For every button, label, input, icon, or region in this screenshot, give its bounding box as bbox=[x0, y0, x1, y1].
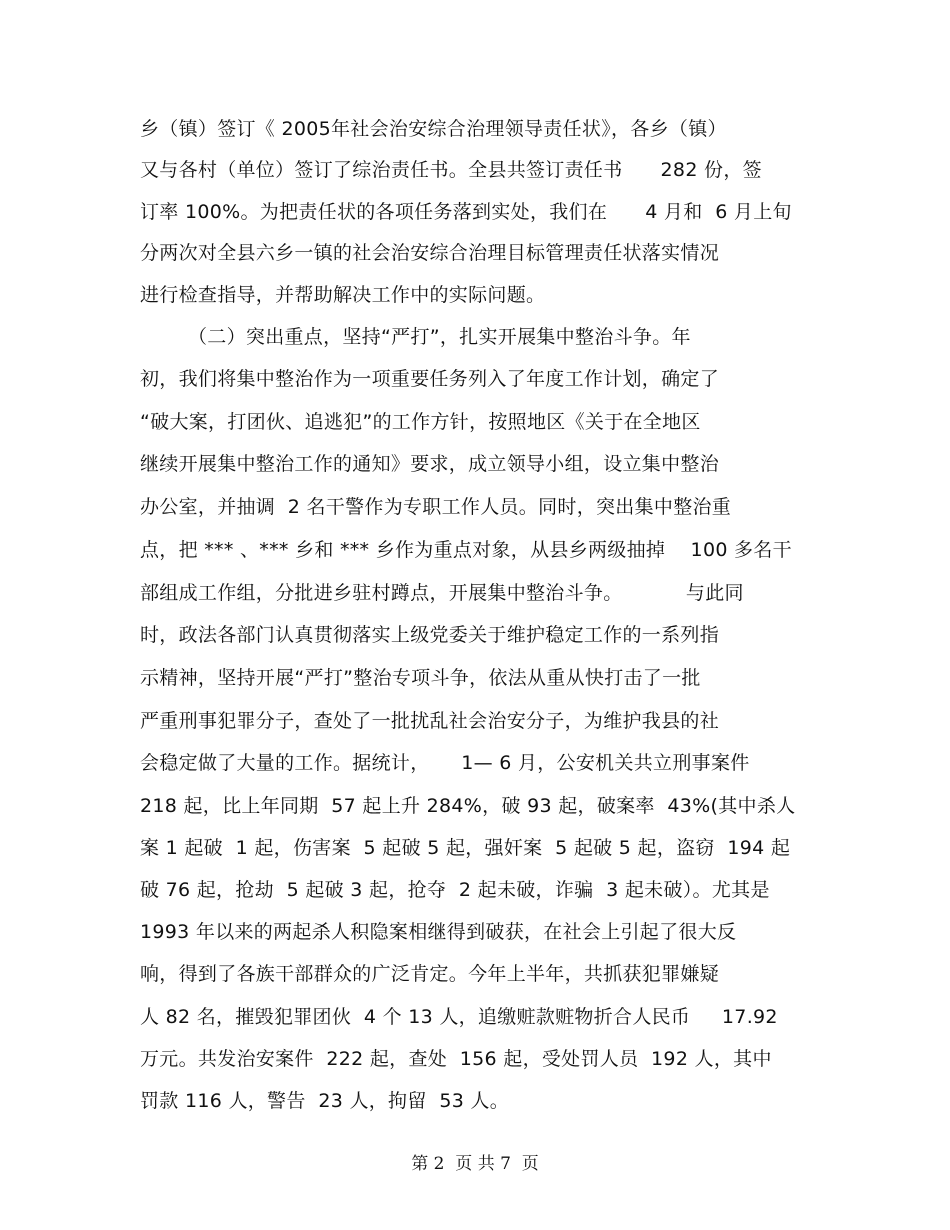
body-line: 罚款 116 人，警告 23 人，拘留 53 人。 bbox=[140, 1090, 510, 1112]
body-line: 办公室，并抽调 2 名干警作为专职工作人员。同时，突出集中整治重 bbox=[140, 496, 732, 518]
body-line: 分两次对全县六乡一镇的社会治安综合治理目标管理责任状落实情况 bbox=[140, 242, 720, 264]
body-line: 部组成工作组，分批进乡驻村蹲点，开展集中整治斗争。 与此同 bbox=[140, 582, 744, 604]
body-line: 218 起，比上年同期 57 起上升 284%，破 93 起，破案率 43%(其中杀人 bbox=[140, 795, 796, 817]
body-line: 人 82 名，摧毁犯罪团伙 4 个 13 人，追缴赃款赃物折合人民币 17.92 bbox=[140, 1006, 778, 1028]
body-line: 破 76 起，抢劫 5 起破 3 起，抢夺 2 起未破，诈骗 3 起未破）。尤其是 bbox=[140, 879, 770, 901]
body-line: 进行检查指导，并帮助解决工作中的实际问题。 bbox=[140, 284, 546, 306]
body-line: 示精神，坚持开展“严打”整治专项斗争，依法从重从快打击了一批 bbox=[140, 667, 701, 689]
body-line: 万元。共发治安案件 222 起，查处 156 起，受处罚人员 192 人，其中 bbox=[140, 1048, 772, 1070]
body-line: 响，得到了各族干部群众的广泛肯定。今年上半年，共抓获犯罪嫌疑 bbox=[140, 963, 720, 985]
body-line: 继续开展集中整治工作的通知》要求，成立领导小组，设立集中整治 bbox=[140, 453, 720, 475]
body-line: 初，我们将集中整治作为一项重要任务列入了年度工作计划，确定了 bbox=[140, 368, 720, 390]
body-line: 1993 年以来的两起杀人积隐案相继得到破获，在社会上引起了很大反 bbox=[140, 921, 737, 943]
body-line: 订率 100%。为把责任状的各项任务落到实处，我们在 4 月和 6 月上旬 bbox=[140, 201, 792, 223]
body-line: 会稳定做了大量的工作。据统计， 1— 6 月，公安机关共立刑事案件 bbox=[140, 752, 750, 774]
body-line: 案 1 起破 1 起，伤害案 5 起破 5 起，强奸案 5 起破 5 起，盗窃 194 起 bbox=[140, 837, 791, 859]
body-line: 又与各村（单位）签订了综治责任书。全县共签订责任书 282 份，签 bbox=[140, 159, 762, 181]
body-line: 乡（镇）签订《 2005年社会治安综合治理领导责任状》，各乡（镇） bbox=[140, 118, 727, 140]
body-line: 严重刑事犯罪分子，查处了一批扰乱社会治安分子，为维护我县的社 bbox=[140, 710, 720, 732]
page-number-footer: 第 2 页 共 7 页 bbox=[411, 1154, 539, 1174]
body-line: 时，政法各部门认真贯彻落实上级党委关于维护稳定工作的一系列指 bbox=[140, 624, 720, 646]
section-heading-line: （二）突出重点，坚持“严打”，扎实开展集中整治斗争。年 bbox=[188, 326, 691, 348]
body-line: “破大案，打团伙、追逃犯”的工作方针，按照地区《关于在全地区 bbox=[140, 411, 701, 433]
body-line: 点，把 *** 、*** 乡和 *** 乡作为重点对象，从县乡两级抽掉 100 多名干 bbox=[140, 539, 792, 561]
